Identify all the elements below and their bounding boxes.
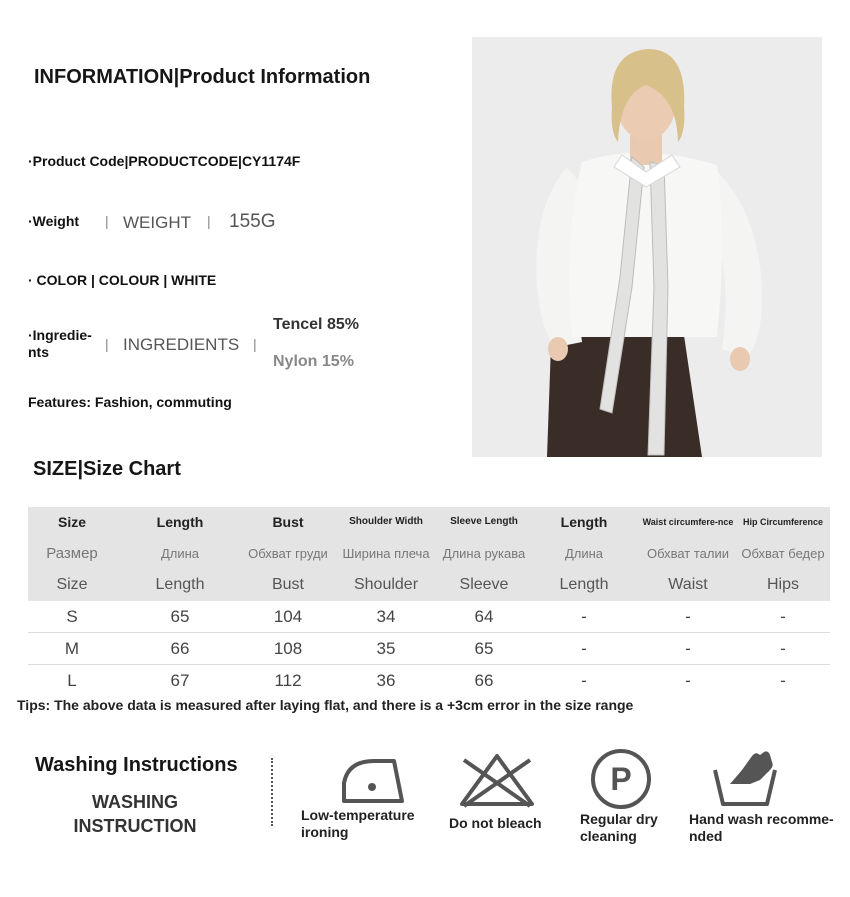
table-cell: 66 [474,670,494,690]
header-cell: Обхват груди [244,537,332,569]
product-photo [472,37,822,457]
table-cell: 67 [170,670,190,690]
table-row [28,665,830,697]
weight-separator-1: | [105,213,109,229]
table-cell: 36 [376,670,396,690]
washing-subtitle-line-1: WASHING [91,792,178,812]
header-cell: Waist [640,569,736,601]
table-cell: M [28,633,116,665]
header-cell: Waist circumfere-nce [640,507,736,537]
table-cell: L [67,670,77,690]
table-cell: - [736,601,830,633]
header-row-2 [28,537,830,569]
table-cell: S [28,601,116,633]
header-cell: Ширина плеча [332,537,440,569]
table-cell: - [780,670,786,690]
table-cell: 66 [116,633,244,665]
header-cell: Sleeve [440,569,528,601]
ingredients-label [28,327,92,361]
weight-value: 155G [229,211,276,232]
table-cell: 65 [116,601,244,633]
weight-label: ·Weight [28,213,80,229]
table-row [28,601,830,633]
table-cell: - [685,670,691,690]
wash-label-dry-clean [580,811,658,845]
wash-label-line: ironing [301,824,349,840]
header-cell: Длина [528,537,640,569]
table-cell: 64 [440,601,528,633]
table-cell: - [528,601,640,633]
table-row [28,633,830,665]
size-chart-table [28,507,830,696]
model-illustration [472,37,822,457]
header-cell: Length [528,507,640,537]
header-cell: Размер [28,537,116,569]
wash-label-iron [301,807,415,841]
header-cell: Hip Circumference [736,507,830,537]
iron-low-temperature-icon [340,753,406,805]
ingredients-separator-1: | [105,336,109,352]
header-cell: Shoulder [332,569,440,601]
hand-wash-icon [712,748,778,808]
table-cell: 65 [440,633,528,665]
washing-title: Washing Instructions [35,754,238,776]
header-cell: Length [116,507,244,537]
header-cell: Длина рукава [440,537,528,569]
header-cell: Bust [244,507,332,537]
header-cell: Size [28,569,116,601]
wash-label-bleach [449,815,542,832]
ingredients-en-label: INGREDIENTS [123,335,240,354]
washing-divider [271,758,273,826]
wash-label-line: Hand wash recomme- [689,811,834,827]
table-cell: - [581,670,587,690]
size-heading: SIZE|Size Chart [33,458,181,480]
header-cell: Sleeve Length [440,507,528,537]
info-heading: INFORMATION|Product Information [34,66,371,88]
header-cell: Обхват талии [640,537,736,569]
wash-label-hand-wash [689,811,834,845]
table-cell: 35 [332,633,440,665]
dry-clean-p-icon [589,747,653,811]
table-cell: - [736,633,830,665]
wash-label-line: Do not bleach [449,815,542,831]
ingredient-tencel: Tencel 85% [273,316,359,333]
table-cell: 108 [244,633,332,665]
table-cell: 104 [244,601,332,633]
washing-subtitle-line-2: INSTRUCTION [73,816,197,836]
header-cell: Length [116,569,244,601]
weight-separator-2: | [207,213,211,229]
features-line: Features: Fashion, commuting [28,394,232,410]
header-cell: Hips [736,569,830,601]
wash-label-line: cleaning [580,828,637,844]
do-not-bleach-icon [458,752,536,808]
table-cell: - [640,633,736,665]
header-cell: Bust [244,569,332,601]
table-cell: 34 [332,601,440,633]
wash-label-line: Regular dry [580,811,658,827]
table-cell: 112 [274,670,302,690]
product-code: ·Product Code|PRODUCTCODE|CY1174F [28,153,301,169]
header-cell: Обхват бедер [736,537,830,569]
ingredient-nylon: Nylon 15% [273,353,354,370]
header-cell: Shoulder Width [332,507,440,537]
ingredients-separator-2: | [253,336,257,352]
ingredients-label-line-1: ·Ingredie- [28,327,92,343]
dry-clean-symbol: P [610,761,632,797]
header-cell: Length [528,569,640,601]
wash-label-line: Low-temperature [301,807,415,823]
ingredients-label-line-2: nts [28,344,49,360]
color-line: · COLOR | COLOUR | WHITE [28,272,217,288]
header-cell: Длина [116,537,244,569]
header-cell: Size [28,507,116,537]
header-row-1 [28,507,830,537]
header-row-3 [28,569,830,601]
table-cell: - [640,601,736,633]
washing-subtitle [35,790,235,838]
weight-en-label: WEIGHT [123,213,191,232]
size-tips: Tips: The above data is measured after laying flat, and there is a +3cm error in the size range [17,697,634,713]
wash-label-line: nded [689,828,723,844]
table-cell: - [528,633,640,665]
